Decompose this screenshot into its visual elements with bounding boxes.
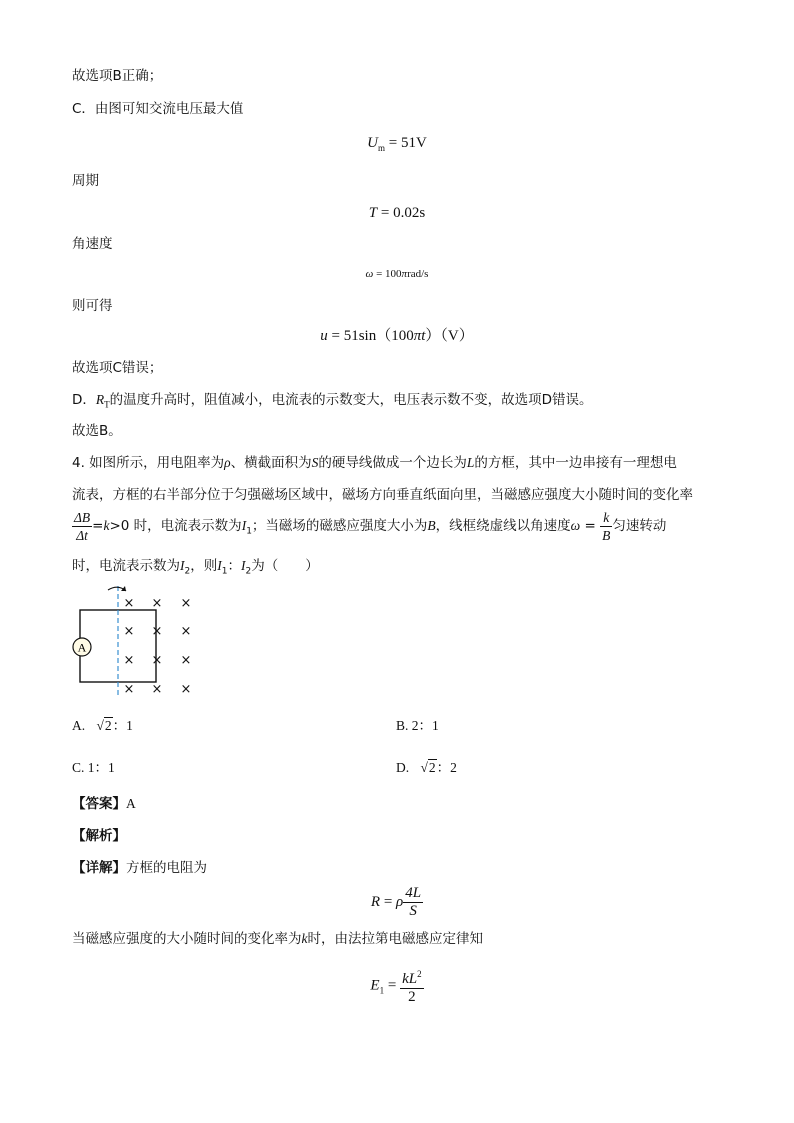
math-eq: = [384, 977, 401, 994]
math-var: I [180, 558, 185, 573]
fraction-dB-dt [72, 509, 92, 544]
text-part: ，则 [190, 558, 218, 574]
text-part: 时，由法拉第电磁感应定律知 [307, 931, 483, 947]
equation-omega [0, 264, 794, 284]
text-part: 的方框，其中一边串接有一理想电 [474, 455, 677, 471]
circuit-figure [68, 582, 208, 702]
fraction-4L-S [403, 885, 423, 920]
analysis-tag: 【解析】 [72, 828, 126, 844]
field-cross: × [151, 682, 163, 697]
text-part: ： [227, 558, 241, 574]
math-rhs: = 100 [373, 268, 402, 280]
frac-num: k [603, 509, 610, 525]
frac-den: S [409, 903, 417, 920]
field-cross: × [123, 682, 135, 697]
text-part: 为（ ） [251, 558, 319, 574]
frac-den: Δt [76, 527, 88, 543]
math-rhs: = 0.02s [377, 205, 426, 221]
frac-num: 4L [405, 885, 422, 902]
equation-period [0, 203, 794, 223]
text-line: C．由图可知交流电压最大值 [72, 101, 244, 117]
text-part: = [580, 518, 601, 534]
equation-resistance [0, 884, 794, 920]
field-cross: × [123, 653, 135, 668]
text-line: 故选项C错误； [72, 360, 163, 376]
math-eq: = [380, 894, 397, 910]
fraction-k-B [600, 509, 612, 544]
math-sub: 2 [184, 566, 191, 577]
sqrt: √2 [420, 760, 436, 775]
math-sub: 1 [221, 566, 228, 577]
math-var: u [320, 328, 328, 344]
detail-line [72, 858, 207, 878]
math-var: L [466, 455, 475, 470]
text-line: 角速度 [72, 236, 113, 252]
text-part: 匀速转动 [612, 518, 667, 534]
ammeter-label: A [77, 640, 87, 655]
text-part: 时，电流表示数为 [72, 558, 180, 574]
text-line: 周期 [72, 173, 99, 189]
text-part: 当磁感应强度的大小随时间的变化率为 [72, 931, 302, 947]
frac-num: k [402, 971, 409, 987]
text-part: 的温度升高时，阻值减小，电流表的示数变大，电压表示数不变，故选项D错误。 [109, 392, 593, 408]
field-cross: × [180, 624, 192, 639]
text-part: ；当磁场的磁感应强度大小为 [251, 518, 428, 534]
math-rhs: = 51sin（100 [327, 328, 414, 344]
text-line: 故选B。 [72, 423, 122, 439]
answer-value: A [126, 796, 136, 811]
math-var: ω [570, 518, 581, 533]
sqrt-radicand: 2 [104, 718, 112, 733]
math-t: t [421, 328, 426, 344]
math-var: ρ [396, 894, 404, 910]
fraction-kL2-2 [400, 966, 424, 1006]
option-value: ：2 [436, 760, 457, 775]
option-b[interactable]: B. 2：1 [396, 718, 439, 733]
text-part: ，线框绕虚线以角速度 [435, 518, 571, 534]
question-line-2: 流表，方框的右半部分位于匀强磁场区域中，磁场方向垂直纸面向里，当磁感应强度大小随时间的变化率 [72, 487, 693, 503]
text-line [72, 929, 483, 949]
text-line: 则可得 [72, 298, 113, 314]
sqrt: √2 [96, 718, 112, 733]
field-cross: × [123, 596, 135, 611]
frac-num: ΔB [74, 509, 91, 525]
field-cross: × [151, 596, 163, 611]
text-part: >0 时，电流表示数为 [109, 518, 242, 534]
text-part: 4. 如图所示，用电阻率为 [72, 455, 225, 471]
math-var: S [311, 455, 319, 470]
math-var: R [370, 894, 381, 910]
field-cross: × [123, 624, 135, 639]
text-part: 、横截面积为 [230, 455, 312, 471]
option-label: A. [72, 718, 86, 733]
magnetic-field [124, 596, 192, 697]
math-var: I [240, 558, 246, 573]
equation-u [0, 326, 794, 346]
sqrt-radicand: 2 [428, 760, 436, 775]
field-cross: × [151, 653, 163, 668]
math-var: k [301, 931, 308, 946]
math-var: B [427, 518, 436, 533]
math-sub: 1 [379, 985, 385, 996]
equation-emf [0, 966, 794, 1008]
field-cross: × [180, 682, 192, 697]
text-line: 故选项B正确； [72, 68, 163, 84]
math-pi: π [413, 328, 422, 344]
frac-den: B [602, 527, 611, 543]
field-cross: × [180, 653, 192, 668]
answer-tag: 【答案】 [72, 796, 126, 812]
math-sub: T [104, 399, 110, 410]
math-var: I [241, 518, 247, 533]
text-part: 的硬导线做成一个边长为 [318, 455, 467, 471]
math-rhs: = 51V [385, 135, 427, 151]
math-var: T [368, 205, 378, 221]
math-close: ）（V） [425, 328, 474, 344]
text-line [72, 390, 593, 415]
math-var: ω [365, 268, 374, 280]
question-line-4 [72, 556, 319, 582]
field-cross: × [151, 624, 163, 639]
math-var: k [103, 518, 110, 533]
option-label: D. [396, 760, 410, 775]
math-var: ρ [224, 455, 231, 470]
math-sub: m [378, 143, 386, 153]
option-a[interactable] [72, 716, 133, 736]
answer-line [72, 794, 136, 814]
field-cross: × [180, 596, 192, 611]
math-pi: π [401, 268, 408, 280]
question-line-1 [72, 453, 677, 473]
math-var: I [217, 558, 222, 573]
frac-num: L [408, 971, 418, 987]
math-sub: 2 [245, 566, 252, 577]
option-d[interactable] [396, 758, 457, 778]
text-part: = [92, 518, 104, 534]
math-var: R [95, 392, 105, 407]
math-unit: rad/s [407, 268, 429, 280]
math-var: U [367, 135, 379, 151]
math-var: E [370, 977, 380, 994]
equation-um [0, 133, 794, 158]
analysis-heading [72, 826, 126, 846]
option-value: ：1 [112, 718, 133, 733]
math-sub: 1 [246, 526, 252, 537]
detail-text: 方框的电阻为 [126, 860, 207, 876]
frac-den: 2 [408, 989, 416, 1005]
text-part: D． [72, 392, 96, 408]
question-line-3 [72, 508, 666, 550]
math-sup: 2 [417, 969, 422, 979]
option-c[interactable]: C. 1：1 [72, 760, 115, 775]
detail-tag: 【详解】 [72, 860, 126, 876]
